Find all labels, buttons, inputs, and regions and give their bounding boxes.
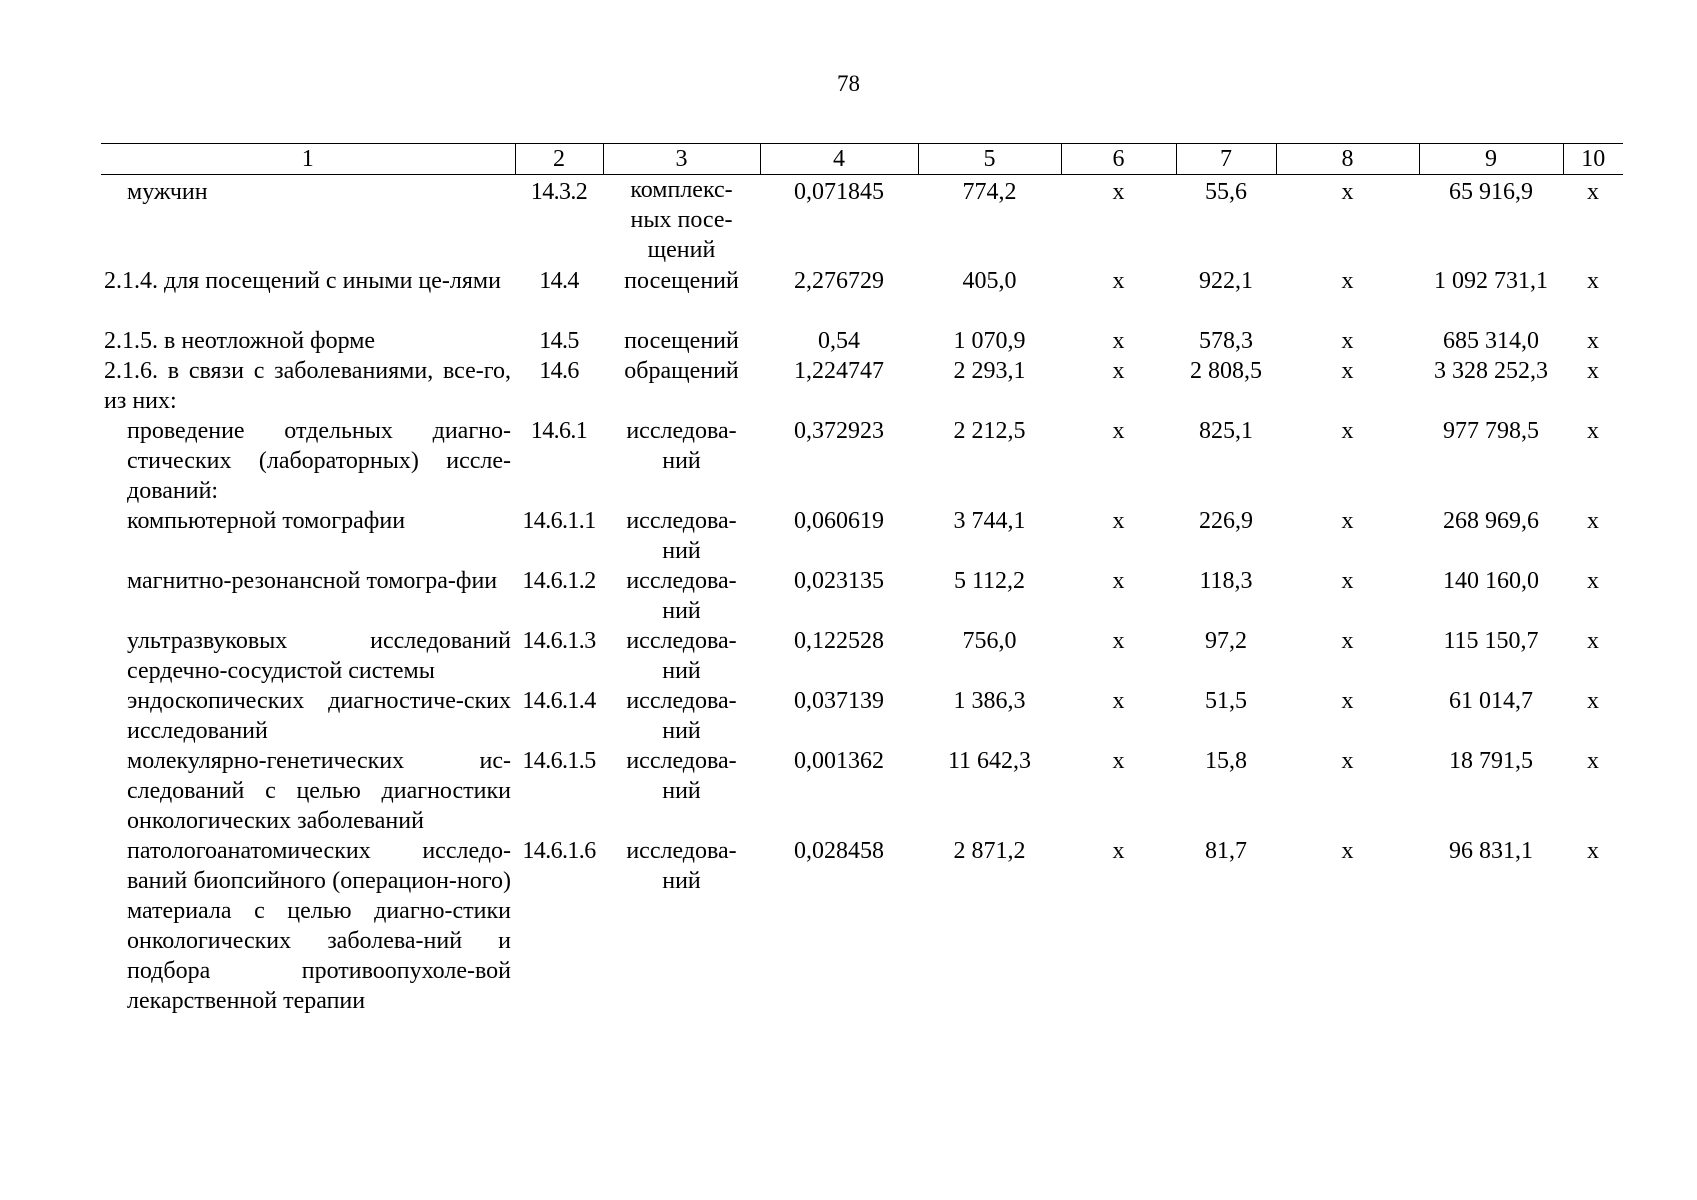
value-cell: 5 112,2 (953, 568, 1026, 594)
value-cell: 1,224747 (794, 358, 884, 384)
row-name-cell: патологоанатомических исследо-ваний биопсийного (операцион-ного) материала с целью диагно-стики онкологических заболева-ний и подбора противоопухоле-вой лекарственной терапии (127, 838, 511, 1014)
table-row (101, 836, 1623, 1016)
value-cell: х (1112, 568, 1125, 594)
value-cell: 2,276729 (794, 268, 884, 294)
value-cell: 55,6 (1205, 179, 1247, 205)
row-code-cell: 14.6.1.1 (522, 508, 596, 534)
value-cell: 0,372923 (794, 418, 884, 444)
table-row (101, 356, 1623, 416)
value-cell: 18 791,5 (1449, 748, 1533, 774)
page-number: 78 (837, 71, 860, 96)
value-cell: х (1587, 328, 1599, 354)
column-header: 8 (1276, 144, 1419, 175)
table-row (101, 266, 1623, 326)
value-cell: 1 092 731,1 (1434, 268, 1548, 294)
row-code-cell: 14.6.1.2 (522, 568, 596, 594)
row-name-cell: мужчин (127, 179, 208, 205)
row-unit-cell: обращений (624, 358, 739, 384)
row-code-cell: 14.6.1.3 (522, 628, 596, 654)
value-cell: 61 014,7 (1449, 688, 1533, 714)
value-cell: 2 871,2 (953, 838, 1026, 864)
row-code-cell: 14.6.1.4 (522, 688, 596, 714)
table-row (101, 566, 1623, 626)
value-cell: х (1112, 838, 1125, 864)
value-cell: 51,5 (1205, 688, 1247, 714)
row-name-cell: эндоскопических диагностиче-ских исследований (127, 688, 511, 744)
value-cell: 0,54 (818, 328, 860, 354)
row-unit-cell: посещений (624, 328, 739, 354)
value-cell: 268 969,6 (1443, 508, 1539, 534)
value-cell: х (1341, 688, 1354, 714)
value-cell: 118,3 (1199, 568, 1253, 594)
value-cell: 81,7 (1205, 838, 1247, 864)
row-unit-cell: исследова-ний (626, 508, 737, 564)
value-cell: 0,028458 (794, 838, 884, 864)
data-table (101, 143, 1623, 1016)
table-row (101, 746, 1623, 836)
row-name-cell: молекулярно-генетических ис-следований с целью диагностики онкологических заболеваний (127, 748, 511, 834)
row-name-cell: ультразвуковых исследований сердечно-сосудистой системы (127, 628, 511, 684)
row-unit-cell: исследова-ний (626, 838, 737, 894)
value-cell: 756,0 (962, 628, 1017, 654)
value-cell: х (1341, 568, 1354, 594)
table-row (101, 416, 1623, 506)
row-unit-cell: исследова-ний (626, 568, 737, 624)
column-header: 7 (1176, 144, 1276, 175)
row-unit-cell: исследова-ний (626, 688, 737, 744)
row-code-cell: 14.6.1.5 (522, 748, 596, 774)
column-header: 1 (101, 144, 515, 175)
table-row (101, 626, 1623, 686)
value-cell: 2 293,1 (953, 358, 1026, 384)
value-cell: 0,071845 (794, 179, 884, 205)
value-cell: х (1341, 838, 1354, 864)
row-unit-cell: комплекс-ных посе-щений (630, 177, 733, 263)
column-header: 6 (1061, 144, 1176, 175)
value-cell: 3 744,1 (953, 508, 1026, 534)
value-cell: 140 160,0 (1443, 568, 1539, 594)
row-code-cell: 14.6 (539, 358, 579, 384)
value-cell: 1 070,9 (953, 328, 1026, 354)
value-cell: 405,0 (962, 268, 1017, 294)
value-cell: 825,1 (1199, 418, 1253, 444)
row-name-cell: магнитно-резонансной томогра-фии (127, 568, 498, 594)
table-row (101, 686, 1623, 746)
value-cell: х (1587, 508, 1599, 534)
value-cell: х (1587, 268, 1599, 294)
value-cell: х (1112, 508, 1125, 534)
column-header: 10 (1563, 144, 1623, 175)
row-name-cell: компьютерной томографии (127, 508, 406, 534)
column-number-row (101, 144, 1623, 175)
value-cell: х (1112, 328, 1125, 354)
column-header: 3 (603, 144, 760, 175)
value-cell: х (1112, 358, 1125, 384)
value-cell: х (1341, 418, 1354, 444)
value-cell: х (1587, 688, 1599, 714)
value-cell: х (1112, 628, 1125, 654)
row-unit-cell: посещений (624, 268, 739, 294)
value-cell: 97,2 (1205, 628, 1247, 654)
value-cell: х (1587, 418, 1599, 444)
row-name-cell: проведение отдельных диагно-стических (лабораторных) иссле-дований: (127, 418, 511, 504)
value-cell: х (1112, 268, 1125, 294)
value-cell: х (1587, 568, 1599, 594)
value-cell: х (1112, 748, 1125, 774)
column-header: 5 (918, 144, 1061, 175)
row-name-cell: 2.1.4. для посещений с иными це-лями (104, 268, 501, 294)
row-code-cell: 14.4 (539, 268, 579, 294)
value-cell: х (1587, 838, 1599, 864)
column-header: 4 (760, 144, 918, 175)
value-cell: 922,1 (1199, 268, 1253, 294)
value-cell: х (1341, 179, 1354, 205)
value-cell: 2 808,5 (1190, 358, 1262, 384)
value-cell: 685 314,0 (1443, 328, 1539, 354)
row-name-cell: 2.1.6. в связи с заболеваниями, все-го, из них: (104, 358, 511, 414)
value-cell: 977 798,5 (1443, 418, 1539, 444)
value-cell: 0,023135 (794, 568, 884, 594)
value-cell: х (1587, 628, 1599, 654)
value-cell: х (1587, 748, 1599, 774)
value-cell: 11 642,3 (947, 748, 1032, 774)
table-row (101, 506, 1623, 566)
value-cell: х (1587, 179, 1599, 205)
row-unit-cell: исследова-ний (626, 418, 737, 474)
row-code-cell: 14.3.2 (530, 179, 588, 205)
value-cell: 226,9 (1199, 508, 1253, 534)
value-cell: 0,001362 (794, 748, 884, 774)
value-cell: х (1587, 358, 1599, 384)
value-cell: х (1341, 628, 1354, 654)
table-row (101, 326, 1623, 356)
row-unit-cell: исследова-ний (626, 628, 737, 684)
value-cell: 578,3 (1199, 328, 1253, 354)
table-row (101, 175, 1623, 267)
value-cell: х (1341, 748, 1354, 774)
column-header: 9 (1419, 144, 1563, 175)
column-header: 2 (515, 144, 603, 175)
value-cell: х (1341, 268, 1354, 294)
row-name-cell: 2.1.5. в неотложной форме (104, 328, 376, 354)
value-cell: х (1341, 508, 1354, 534)
value-cell: 115 150,7 (1443, 628, 1539, 654)
value-cell: 2 212,5 (953, 418, 1026, 444)
value-cell: 3 328 252,3 (1434, 358, 1548, 384)
value-cell: х (1112, 179, 1125, 205)
value-cell: 15,8 (1205, 748, 1247, 774)
row-unit-cell: исследова-ний (626, 748, 737, 804)
value-cell: 0,122528 (794, 628, 884, 654)
row-code-cell: 14.5 (539, 328, 579, 354)
value-cell: 774,2 (962, 179, 1017, 205)
row-code-cell: 14.6.1 (530, 418, 588, 444)
value-cell: 1 386,3 (953, 688, 1026, 714)
value-cell: 0,037139 (794, 688, 884, 714)
value-cell: 0,060619 (794, 508, 884, 534)
value-cell: 65 916,9 (1449, 179, 1533, 205)
row-code-cell: 14.6.1.6 (522, 838, 596, 864)
value-cell: х (1341, 328, 1354, 354)
value-cell: х (1112, 418, 1125, 444)
value-cell: х (1341, 358, 1354, 384)
value-cell: х (1112, 688, 1125, 714)
value-cell: 96 831,1 (1449, 838, 1533, 864)
